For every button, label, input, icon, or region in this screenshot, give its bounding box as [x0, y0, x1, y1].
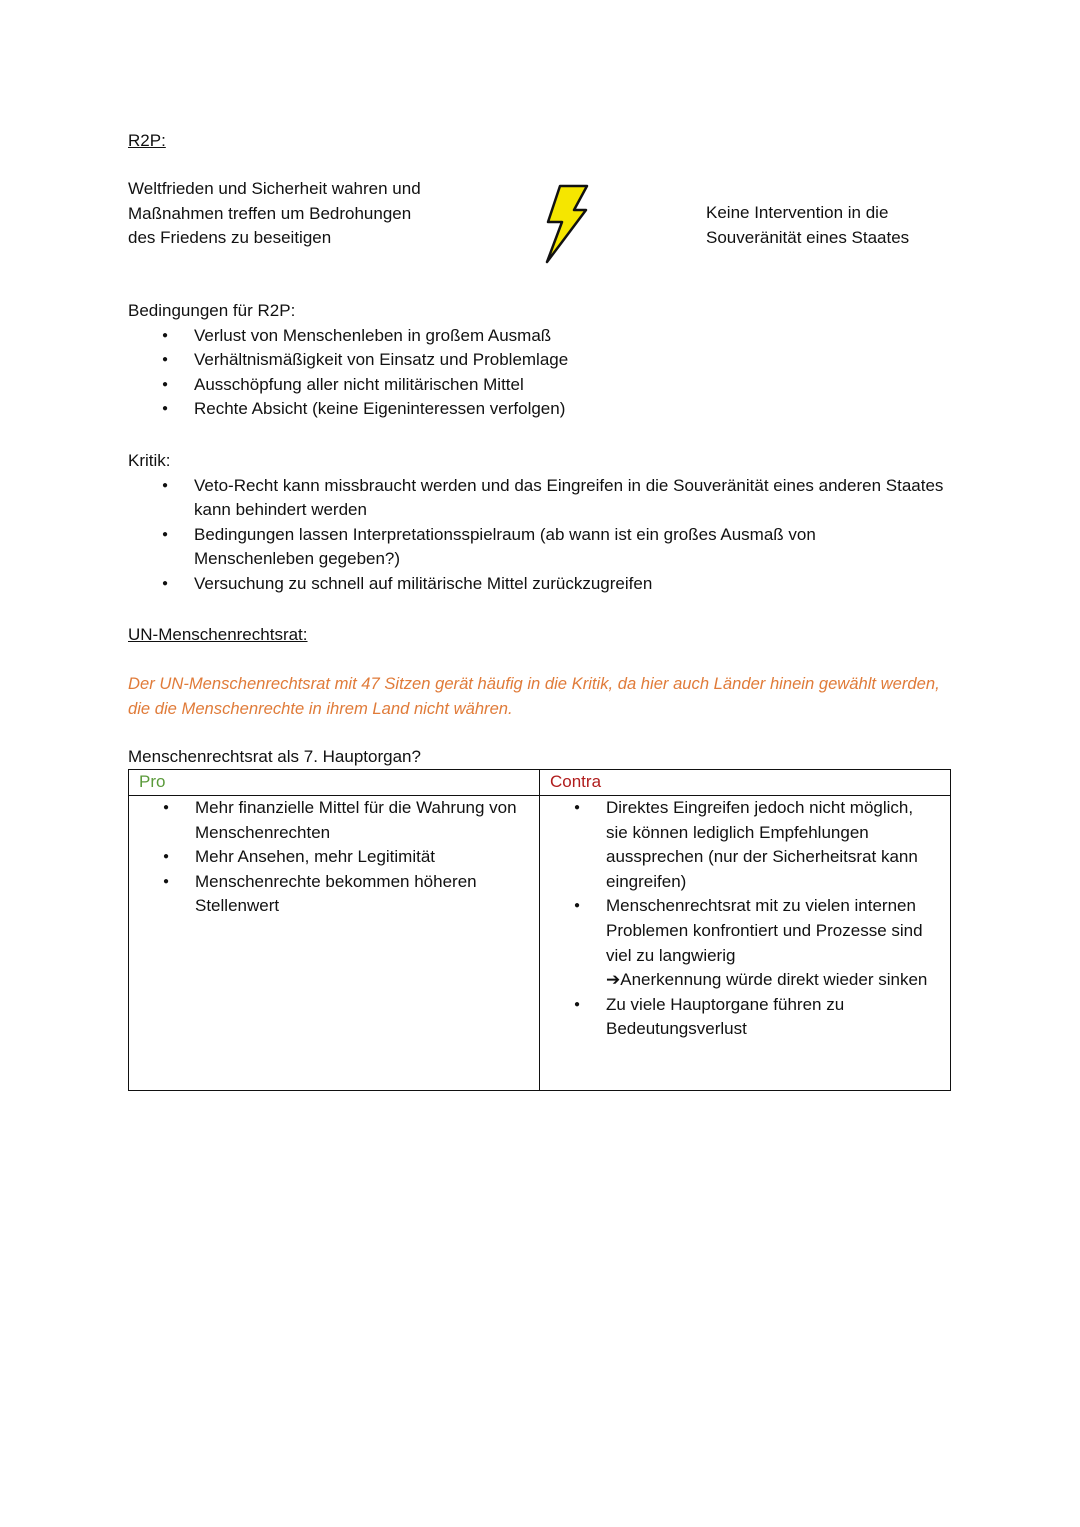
line: Keine Intervention in die: [706, 203, 889, 222]
critique-heading: Kritik:: [128, 451, 171, 470]
list-item: ● Veto-Recht kann missbraucht werden und das Eingreifen in die Souveränität eines anderen Staates kann behindert werden: [128, 474, 948, 523]
unhrc-note: Der UN-Menschenrechtsrat mit 47 Sitzen gerät häufig in die Kritik, da hier auch Länder hinein gewählt werden, die die Menschenrechte in ihrem Land nicht währen.: [128, 674, 940, 718]
r2p-right-text: [706, 201, 909, 250]
conditions-section: [128, 299, 958, 422]
list-item: ● Rechte Absicht (keine Eigeninteressen verfolgen): [128, 397, 958, 422]
list-item: ● Verhältnismäßigkeit von Einsatz und Problemlage: [128, 348, 958, 373]
pro-header: Pro: [129, 770, 540, 796]
list-item: ● Ausschöpfung aller nicht militärischen Mittel: [128, 373, 958, 398]
unhrc-heading: UN-Menschenrechtsrat:: [128, 625, 308, 644]
contra-item-text: Menschenrechtsrat mit zu vielen internen Problemen konfrontiert und Prozesse sind viel zu langwierig: [606, 896, 923, 965]
line: Maßnahmen treffen um Bedrohungen: [128, 203, 412, 223]
pro-contra-table: [128, 769, 951, 1091]
list-item: ● Bedingungen lassen Interpretationsspielraum (ab wann ist ein großes Ausmaß von Menschenleben gegeben?): [128, 523, 948, 572]
arrow-icon: ➔: [606, 970, 621, 990]
line: Souveränität eines Staates: [706, 227, 910, 247]
contra-header: Contra: [540, 770, 951, 796]
pro-item: ● Menschenrechte bekommen höheren Stellenwert: [129, 870, 525, 919]
contra-item: [540, 894, 930, 992]
list-item: ● Versuchung zu schnell auf militärische Mittel zurückzugreifen: [128, 572, 948, 597]
lightning-bolt-icon: [540, 184, 592, 264]
r2p-left-text: [128, 177, 421, 251]
contra-item: ● Direktes Eingreifen jedoch nicht möglich, sie können lediglich Empfehlungen aussprechen (nur der Sicherheitsrat kann eingreifen): [540, 796, 930, 894]
table-title: Menschenrechtsrat als 7. Hauptorgan?: [128, 747, 421, 766]
pro-item: ● Mehr finanzielle Mittel für die Wahrung von Menschenrechten: [129, 796, 525, 845]
contra-arrow-text: Anerkennung würde direkt wieder sinken: [620, 970, 928, 990]
line: Weltfrieden und Sicherheit wahren und: [128, 179, 421, 198]
conditions-heading: Bedingungen für R2P:: [128, 301, 296, 320]
critique-section: [128, 449, 948, 597]
list-item: ● Verlust von Menschenleben in großem Ausmaß: [128, 324, 958, 349]
pro-item: ● Mehr Ansehen, mehr Legitimität: [129, 845, 525, 870]
r2p-heading: R2P:: [128, 131, 166, 150]
line: des Friedens zu beseitigen: [128, 228, 332, 248]
contra-item: ● Zu viele Hauptorgane führen zu Bedeutungsverlust: [540, 993, 930, 1042]
